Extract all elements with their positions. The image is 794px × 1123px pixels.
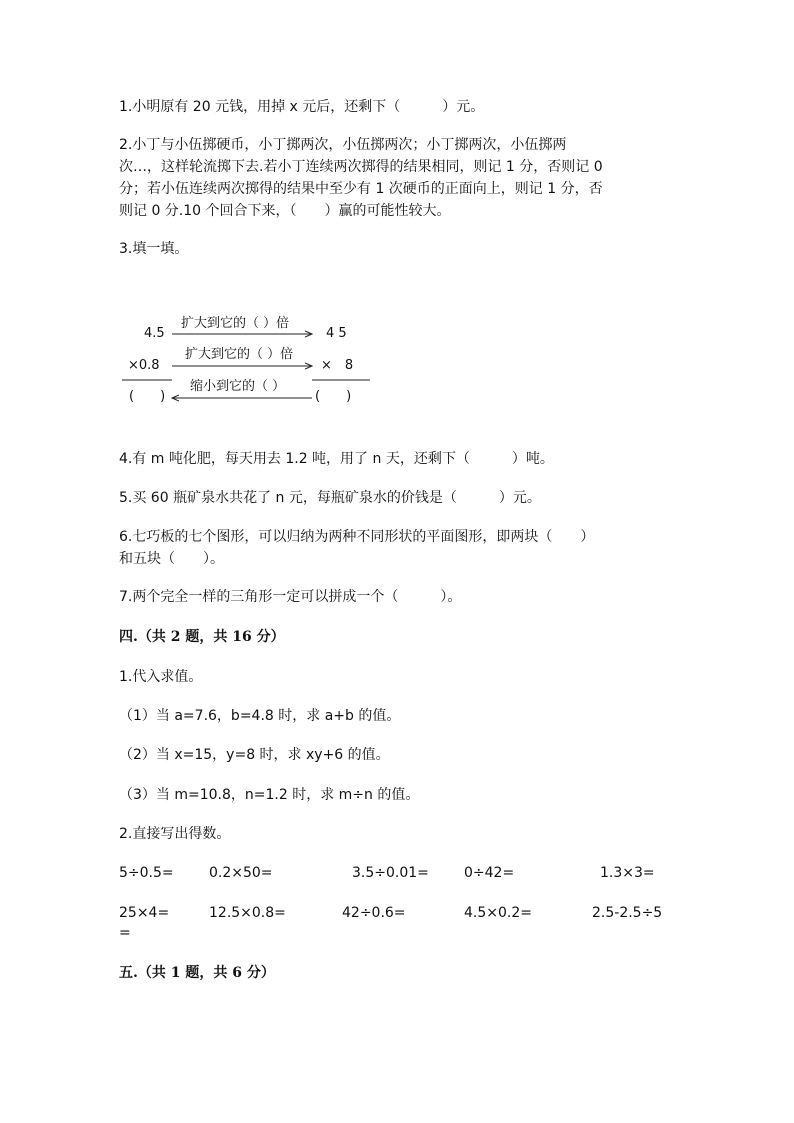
calc-item: 4.5×0.2= <box>464 905 532 921</box>
section-5-heading: 五.（共 1 题，共 6 分） <box>119 965 275 981</box>
right-bottom-blank: ( ) <box>315 389 352 404</box>
right-mid-value: × 8 <box>321 358 354 373</box>
left-mid-value: ×0.8 <box>128 358 160 373</box>
question-4: 4.有 m 吨化肥，每天用去 1.2 吨，用了 n 天，还剩下（ ）吨。 <box>119 451 554 467</box>
substitution-item-2: （2）当 x=15，y=8 时，求 xy+6 的值。 <box>119 747 390 763</box>
section-4-heading: 四.（共 2 题，共 16 分） <box>119 629 285 645</box>
question-6-line-1: 6.七巧板的七个图形，可以归纳为两种不同形状的平面图形，即两块（ ） <box>119 529 595 545</box>
question-7: 7.两个完全一样的三角形一定可以拼成一个（ ）。 <box>119 589 462 605</box>
question-6-line-2: 和五块（ ）。 <box>119 551 224 567</box>
calc-item: 0.2×50= <box>209 865 273 881</box>
question-2-line-3: 分；若小伍连续两次掷得的结果中至少有 1 次硬币的正面向上，则记 1 分，否 <box>119 181 603 197</box>
calc-item: 1.3×3= <box>600 865 655 881</box>
calc-item: 0÷42= <box>464 865 515 881</box>
question-2-line-4: 则记 0 分.10 个回合下来，（ ）赢的可能性较大。 <box>119 203 451 219</box>
calc-item: 3.5÷0.01= <box>352 865 429 881</box>
question-2-line-2: 次…，这样轮流掷下去.若小丁连续两次掷得的结果相同，则记 1 分，否则记 0 <box>119 159 603 175</box>
question-1: 1.小明原有 20 元钱，用掉 x 元后，还剩下（ ）元。 <box>119 99 485 115</box>
left-bottom-blank: ( ) <box>129 389 166 404</box>
substitution-item-3: （3）当 m=10.8，n=1.2 时，求 m÷n 的值。 <box>119 787 420 803</box>
arrow-1-label: 扩大到它的（ ）倍 <box>181 316 290 331</box>
right-top-value: 4 5 <box>326 326 347 341</box>
calc-item: 12.5×0.8= <box>209 905 286 921</box>
calc-item: 2.5-2.5÷5 <box>592 905 663 921</box>
substitution-item-1: （1）当 a=7.6，b=4.8 时，求 a+b 的值。 <box>119 708 401 724</box>
question-5: 5.买 60 瓶矿泉水共花了 n 元，每瓶矿泉水的价钱是（ ）元。 <box>119 490 541 506</box>
section-4-question-1-title: 1.代入求值。 <box>119 669 203 685</box>
arrow-2-label: 扩大到它的（ ）倍 <box>185 347 294 362</box>
calc-item: 5÷0.5= <box>119 865 174 881</box>
section-4-question-2-title: 2.直接写出得数。 <box>119 826 231 842</box>
calc-item: 25×4= <box>119 905 170 921</box>
calc-item: 42÷0.6= <box>342 905 406 921</box>
arrow-3-label: 缩小到它的（ ） <box>190 379 286 394</box>
calc-item-overflow: = <box>119 925 131 941</box>
left-top-value: 4.5 <box>144 326 165 341</box>
question-3: 3.填一填。 <box>119 241 189 257</box>
question-2-line-1: 2.小丁与小伍掷硬币，小丁掷两次，小伍掷两次；小丁掷两次，小伍掷两 <box>119 137 567 153</box>
